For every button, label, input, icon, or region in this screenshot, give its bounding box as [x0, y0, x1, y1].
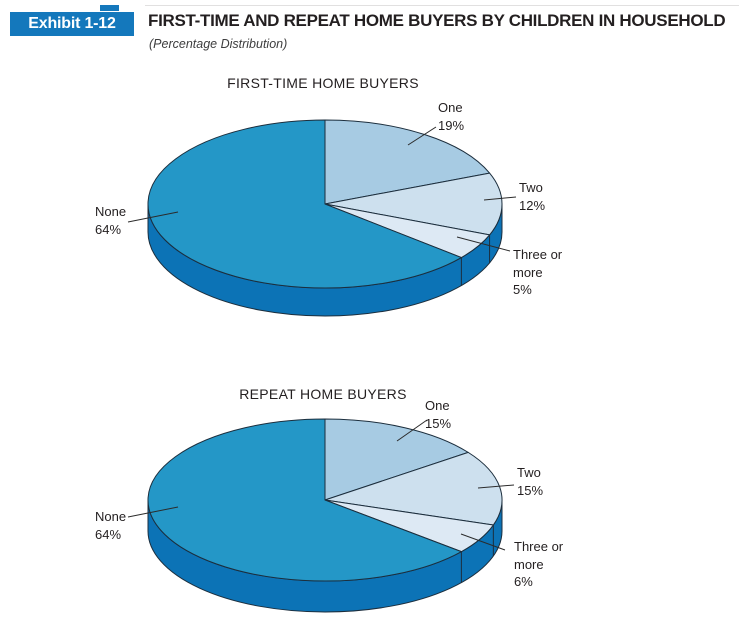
exhibit-badge: Exhibit 1-12: [10, 12, 134, 36]
slice-name-label: None: [95, 204, 127, 219]
slice-percent-label: 64%: [95, 221, 122, 237]
first-time-three-or-more-label: [513, 246, 579, 299]
slice-name-label: None: [95, 509, 127, 524]
slice-name-label: One: [438, 100, 463, 115]
slice-percent-label: 12%: [519, 197, 546, 213]
page-title: FIRST-TIME AND REPEAT HOME BUYERS BY CHILDREN IN HOUSEHOLD: [148, 11, 726, 30]
chart-title-first-time: FIRST-TIME HOME BUYERS: [227, 75, 419, 91]
slice-name-label: Three or more: [514, 539, 564, 572]
slice-percent-label: 5%: [513, 282, 532, 297]
first-time-two-label: [519, 179, 545, 214]
repeat-three-or-more-label: [514, 538, 580, 591]
slice-percent-label: 6%: [514, 574, 533, 589]
first-time-none-label: [95, 203, 126, 238]
slice-percent-label: 15%: [425, 415, 452, 431]
slice-name-label: Three or more: [513, 247, 563, 280]
slice-name-label: Two: [519, 180, 543, 195]
slice-percent-label: 19%: [438, 117, 465, 133]
slice-percent-label: 64%: [95, 526, 122, 542]
page-subtitle: (Percentage Distribution): [149, 37, 288, 51]
slice-percent-label: 15%: [517, 482, 544, 498]
chart-title-repeat: REPEAT HOME BUYERS: [239, 386, 407, 402]
repeat-two-label: [517, 464, 543, 499]
slice-name-label: One: [425, 398, 450, 413]
slice-name-label: Two: [517, 465, 541, 480]
repeat-one-label: [425, 397, 451, 432]
repeat-none-label: [95, 508, 126, 543]
first-time-one-label: [438, 99, 464, 134]
